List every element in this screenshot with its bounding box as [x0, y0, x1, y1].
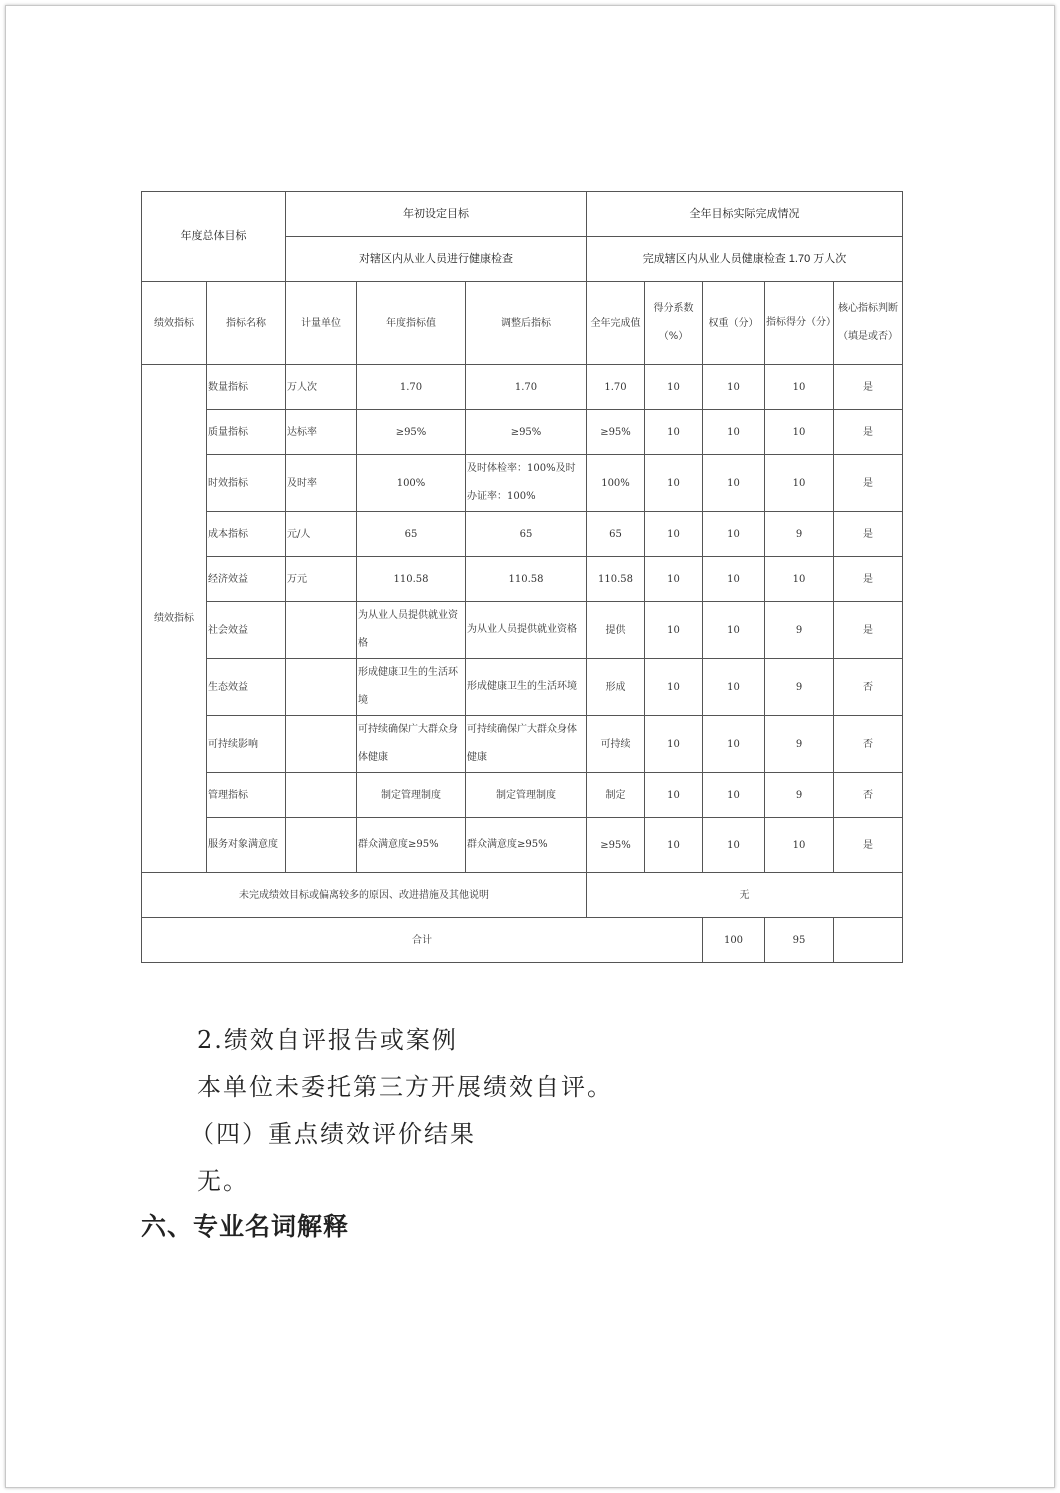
- row-name: 质量指标: [207, 410, 286, 455]
- table-row: [142, 512, 903, 557]
- col-header-unit: 计量单位: [286, 282, 357, 365]
- actual-header: 全年目标实际完成情况: [587, 192, 903, 237]
- row-annual: 65: [357, 512, 466, 557]
- row-coef: 10: [645, 716, 703, 773]
- row-score: 9: [765, 659, 834, 716]
- total-core: [834, 918, 903, 963]
- row-annual: 形成健康卫生的生活环境: [357, 659, 466, 716]
- row-adjusted: ≥95%: [466, 410, 587, 455]
- row-annual: 110.58: [357, 557, 466, 602]
- row-adjusted: 群众满意度≥95%: [466, 818, 587, 873]
- row-weight: 10: [703, 602, 765, 659]
- initial-target-header: 年初设定目标: [286, 192, 587, 237]
- row-coef: 10: [645, 512, 703, 557]
- row-adjusted: 1.70: [466, 365, 587, 410]
- row-name: 时效指标: [207, 455, 286, 512]
- section-heading-terms: 六、专业名词解释: [141, 1212, 350, 1241]
- col-header-core: 核心指标判断（填是或否）: [834, 282, 903, 365]
- row-score: 9: [765, 716, 834, 773]
- actual-text: 完成辖区内从业人员健康检查 1.70 万人次: [587, 237, 903, 282]
- row-adjusted: 110.58: [466, 557, 587, 602]
- row-adjusted: 及时体检率：100%及时办证率：100%: [466, 455, 587, 512]
- row-adjusted: 制定管理制度: [466, 773, 587, 818]
- row-weight: 10: [703, 716, 765, 773]
- row-weight: 10: [703, 512, 765, 557]
- row-coef: 10: [645, 557, 703, 602]
- row-name: 服务对象满意度: [207, 818, 286, 873]
- row-core: 是: [834, 557, 903, 602]
- row-completed: 形成: [587, 659, 645, 716]
- row-unit: 达标率: [286, 410, 357, 455]
- row-completed: 65: [587, 512, 645, 557]
- table-row: [142, 455, 903, 512]
- row-unit: [286, 602, 357, 659]
- row-core: 是: [834, 512, 903, 557]
- col-header-completed: 全年完成值: [587, 282, 645, 365]
- row-name: 可持续影响: [207, 716, 286, 773]
- row-adjusted: 为从业人员提供就业资格: [466, 602, 587, 659]
- deviation-value: 无: [587, 873, 903, 918]
- row-score: 10: [765, 818, 834, 873]
- row-completed: ≥95%: [587, 818, 645, 873]
- row-completed: 制定: [587, 773, 645, 818]
- row-coef: 10: [645, 365, 703, 410]
- row-core: 否: [834, 659, 903, 716]
- row-weight: 10: [703, 818, 765, 873]
- row-completed: 100%: [587, 455, 645, 512]
- row-name: 生态效益: [207, 659, 286, 716]
- row-weight: 10: [703, 659, 765, 716]
- deviation-label: 未完成绩效目标或偏离较多的原因、改进措施及其他说明: [142, 873, 587, 918]
- row-core: 是: [834, 818, 903, 873]
- row-annual: 为从业人员提供就业资格: [357, 602, 466, 659]
- col-header-coef: 得分系数（%）: [645, 282, 703, 365]
- table-row: [142, 773, 903, 818]
- col-header-weight: 权重（分）: [703, 282, 765, 365]
- table-row: [142, 818, 903, 873]
- row-name: 社会效益: [207, 602, 286, 659]
- col-header-name: 指标名称: [207, 282, 286, 365]
- row-name: 成本指标: [207, 512, 286, 557]
- row-coef: 10: [645, 659, 703, 716]
- row-weight: 10: [703, 773, 765, 818]
- table-row: [142, 602, 903, 659]
- col-header-annual: 年度指标值: [357, 282, 466, 365]
- col-header-category: 绩效指标: [142, 282, 207, 365]
- row-coef: 10: [645, 773, 703, 818]
- row-unit: [286, 773, 357, 818]
- row-annual: 100%: [357, 455, 466, 512]
- category-label: 绩效指标: [142, 365, 207, 873]
- table-row: [142, 557, 903, 602]
- section-title-key-evaluation: （四）重点绩效评价结果: [190, 1120, 476, 1148]
- row-unit: [286, 716, 357, 773]
- performance-table: [141, 191, 903, 963]
- row-core: 是: [834, 455, 903, 512]
- total-label: 合计: [142, 918, 703, 963]
- row-annual: 群众满意度≥95%: [357, 818, 466, 873]
- row-coef: 10: [645, 818, 703, 873]
- row-core: 是: [834, 410, 903, 455]
- row-name: 数量指标: [207, 365, 286, 410]
- row-score: 9: [765, 773, 834, 818]
- table-row: [142, 659, 903, 716]
- row-core: 是: [834, 365, 903, 410]
- table-row: [142, 410, 903, 455]
- row-annual: ≥95%: [357, 410, 466, 455]
- row-weight: 10: [703, 455, 765, 512]
- row-coef: 10: [645, 410, 703, 455]
- row-weight: 10: [703, 557, 765, 602]
- row-score: 9: [765, 602, 834, 659]
- row-unit: 及时率: [286, 455, 357, 512]
- row-unit: 万元: [286, 557, 357, 602]
- row-completed: ≥95%: [587, 410, 645, 455]
- row-annual: 制定管理制度: [357, 773, 466, 818]
- row-score: 10: [765, 557, 834, 602]
- goal-label: 年度总体目标: [142, 192, 286, 282]
- row-completed: 110.58: [587, 557, 645, 602]
- row-completed: 提供: [587, 602, 645, 659]
- row-core: 是: [834, 602, 903, 659]
- total-score: 95: [765, 918, 834, 963]
- col-header-adjusted: 调整后指标: [466, 282, 587, 365]
- section-title-self-evaluation: 2.绩效自评报告或案例: [197, 1026, 458, 1054]
- row-score: 10: [765, 455, 834, 512]
- row-annual: 可持续确保广大群众身体健康: [357, 716, 466, 773]
- row-weight: 10: [703, 410, 765, 455]
- self-evaluation-text: 本单位未委托第三方开展绩效自评。: [197, 1073, 613, 1101]
- row-coef: 10: [645, 602, 703, 659]
- row-unit: 元/人: [286, 512, 357, 557]
- row-name: 管理指标: [207, 773, 286, 818]
- row-core: 否: [834, 716, 903, 773]
- row-score: 10: [765, 410, 834, 455]
- table-row: [142, 716, 903, 773]
- row-adjusted: 形成健康卫生的生活环境: [466, 659, 587, 716]
- row-annual: 1.70: [357, 365, 466, 410]
- total-weight: 100: [703, 918, 765, 963]
- row-unit: [286, 818, 357, 873]
- row-score: 10: [765, 365, 834, 410]
- row-adjusted: 可持续确保广大群众身体健康: [466, 716, 587, 773]
- row-adjusted: 65: [466, 512, 587, 557]
- row-unit: [286, 659, 357, 716]
- row-unit: 万人次: [286, 365, 357, 410]
- row-completed: 可持续: [587, 716, 645, 773]
- table-row: [142, 365, 903, 410]
- row-completed: 1.70: [587, 365, 645, 410]
- row-name: 经济效益: [207, 557, 286, 602]
- row-coef: 10: [645, 455, 703, 512]
- key-evaluation-text: 无。: [197, 1167, 249, 1195]
- row-score: 9: [765, 512, 834, 557]
- row-core: 否: [834, 773, 903, 818]
- row-weight: 10: [703, 365, 765, 410]
- col-header-score: 指标得分（分）: [765, 282, 834, 365]
- initial-target-text: 对辖区内从业人员进行健康检查: [286, 237, 587, 282]
